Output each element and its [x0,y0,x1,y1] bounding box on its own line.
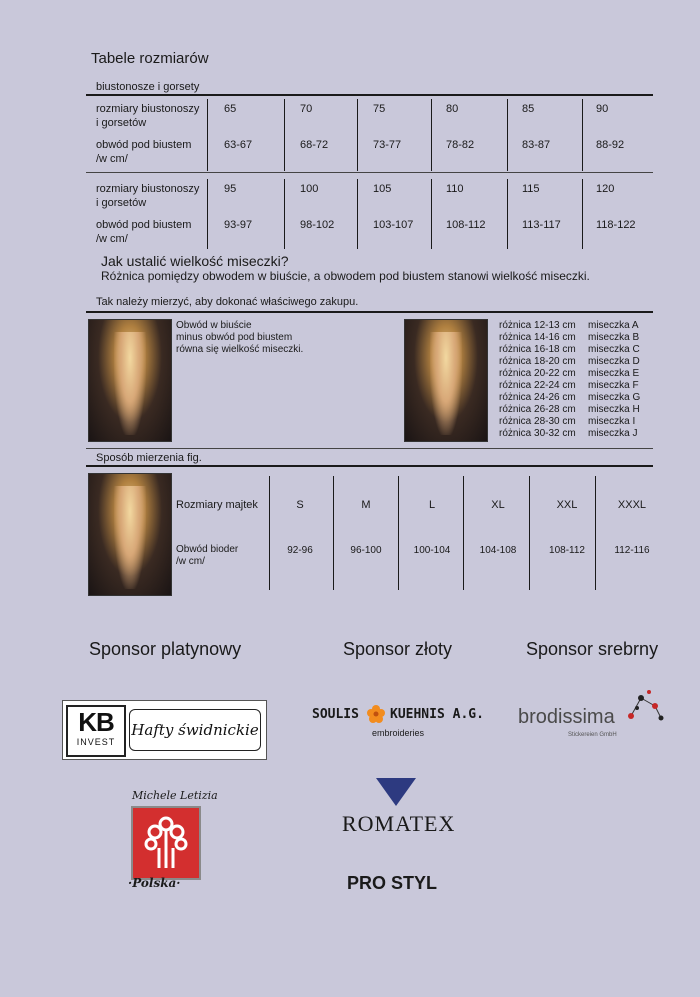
cup-letter: miseczka I [588,416,636,427]
cup-row [499,356,640,368]
cup-text: Różnica pomiędzy obwodem w biuście, a obwodem pod biustem stanowi wielkość miseczki. [101,269,590,283]
cup-letter: miseczka B [588,332,640,343]
column-divider [284,179,285,249]
soulis-text: SOULIS [312,707,359,722]
cup-diff: różnica 12-13 cm [499,320,576,331]
cup-row [499,416,640,428]
sponsor-silver-heading: Sponsor srebrny [526,639,659,659]
panty-size-cell: L [428,499,436,511]
cup-row [499,332,640,344]
hip-cell: 112-116 [614,545,650,556]
kb-logo-mark: KB [78,707,114,737]
polska-logo [131,806,201,880]
underbust-cell: 93-97 [224,219,253,231]
hip-label-line: Obwód bioder [176,544,239,555]
hip-label [176,544,238,568]
bra-size-cell: 70 [300,103,313,115]
michele-letizia-text: Michele Letizia [132,789,218,802]
cup-diff: różnica 18-20 cm [499,356,576,367]
divider [86,448,653,449]
model-photo-underbust [404,319,488,442]
cup-letter: miseczka F [588,380,639,391]
column-divider [269,476,270,590]
molecule-icon [621,686,666,726]
divider [86,172,653,173]
cup-row [499,392,640,404]
underbust-cell: 78-82 [446,139,475,151]
underbust-cell: 83-87 [522,139,551,151]
measure-text-line: Obwód w biuście [176,320,252,331]
kb-logo-invest: INVEST [76,737,116,747]
bra-size-cell: 65 [224,103,237,115]
column-divider [207,99,208,171]
measure-text-line: równa się wielkość miseczki. [176,344,304,355]
sponsor-gold-heading: Sponsor złoty [343,639,453,659]
romatex-text: ROMATEX [342,811,456,836]
bra-size-cell: 75 [373,103,386,115]
brodissima-logo [516,686,666,746]
size-label-line: rozmiary biustonoszy [96,183,200,195]
bra-size-cell: 85 [522,103,535,115]
size-label-line: i gorsetów [96,117,147,129]
panty-size-label: Rozmiary majtek [176,499,258,511]
cup-heading: Jak ustalić wielkość miseczki? [101,253,289,269]
column-divider [207,179,208,249]
column-divider [507,99,508,171]
panty-size-cell: M [361,499,371,511]
cup-letter: miseczka D [588,356,640,367]
underbust-cell: 103-107 [373,219,414,231]
size-label-line: rozmiary biustonoszy [96,103,200,115]
bra-size-cell: 100 [300,183,319,195]
hip-cell: 104-108 [479,545,517,556]
column-divider [595,476,596,590]
column-divider [357,179,358,249]
panty-size-cell: S [296,499,304,511]
divider [86,465,653,467]
hip-cell: 92-96 [287,545,313,556]
column-divider [333,476,334,590]
column-divider [431,99,432,171]
hip-cell: 100-104 [413,545,451,556]
cup-row [499,404,640,416]
bra-size-cell: 120 [596,183,615,195]
cup-row [499,368,640,380]
cup-row [499,428,640,440]
model-photo-bust [88,319,172,442]
column-divider [284,99,285,171]
cup-diff: różnica 20-22 cm [499,368,576,379]
brodissima-sub: Stickereien GmbH [568,732,617,738]
under-label-line: /w cm/ [96,233,128,245]
divider [86,311,653,313]
column-divider [582,179,583,249]
underbust-cell: 73-77 [373,139,402,151]
polska-label: Polska [132,876,177,890]
cup-diff: różnica 24-26 cm [499,392,576,403]
bra-size-cell: 80 [446,103,459,115]
under-label-line: obwód pod biustem [96,139,192,151]
underbust-cell: 113-117 [522,219,561,231]
sponsor-platinum-heading: Sponsor platynowy [89,639,242,659]
column-divider [463,476,464,590]
panty-size-cell: XXXL [617,499,647,511]
column-divider [582,99,583,171]
underbust-cell: 98-102 [300,219,335,231]
bra-size-cell: 95 [224,183,237,195]
panty-heading: Sposób mierzenia fig. [96,452,202,464]
polska-text: ·Polska· [128,876,181,890]
under-label-line: /w cm/ [96,153,128,165]
kb-invest-logo [62,700,267,760]
cup-diff: różnica 26-28 cm [499,404,576,415]
underbust-cell: 118-122 [596,219,636,231]
cup-letter: miseczka A [588,320,639,331]
underbust-cell: 68-72 [300,139,329,151]
bra-size-cell: 110 [446,183,464,195]
tree-emblem-icon [133,808,199,878]
kuehnis-text: KUEHNIS A.G. [390,707,484,722]
bra-size-cell: 115 [522,183,540,195]
brodissima-text: brodissima [518,706,615,728]
cup-letter: miseczka H [588,404,640,415]
flower-icon [367,705,385,723]
column-divider [357,99,358,171]
cup-row [499,344,640,356]
soulis-kuehnis-logo [310,703,490,743]
column-divider [507,179,508,249]
measure-heading: Tak należy mierzyć, aby dokonać właściwego zakupu. [96,296,359,308]
cup-letter: miseczka G [588,392,641,403]
panty-size-cell: XXL [556,499,578,511]
underbust-cell: 88-92 [596,139,625,151]
under-label-line: obwód pod biustem [96,219,192,231]
cup-diff: różnica 22-24 cm [499,380,576,391]
underbust-cell: 108-112 [446,219,486,231]
size-label-line: i gorsetów [96,197,147,209]
hip-cell: 108-112 [549,545,585,556]
hip-label-line: /w cm/ [176,556,205,567]
cup-diff: różnica 30-32 cm [499,428,576,439]
cup-row [499,320,640,332]
column-divider [398,476,399,590]
panty-size-cell: XL [491,499,505,511]
embroideries-text: embroideries [372,728,425,738]
cup-diff: różnica 28-30 cm [499,416,576,427]
hip-cell: 96-100 [350,545,382,556]
cup-diff: różnica 14-16 cm [499,332,576,343]
underbust-cell: 63-67 [224,139,253,151]
column-divider [529,476,530,590]
cup-letter: miseczka E [588,368,640,379]
cup-letter: miseczka C [588,344,640,355]
model-photo-hips [88,473,172,596]
hafty-logo-text: Hafty świdnickie [131,721,259,739]
cup-diff: różnica 16-18 cm [499,344,576,355]
romatex-triangle-icon [376,778,416,806]
measure-text [176,320,303,356]
prostyl-text: PRO STYL [347,873,438,893]
section-bra-label: biustonosze i gorsety [96,81,200,93]
cup-letter: miseczka J [588,428,638,439]
column-divider [431,179,432,249]
cup-size-list [499,320,640,440]
page-title: Tabele rozmiarów [91,50,209,67]
measure-text-line: minus obwód pod biustem [176,332,293,343]
cup-row [499,380,640,392]
divider [86,94,653,96]
bra-size-cell: 105 [373,183,392,195]
bra-size-cell: 90 [596,103,609,115]
